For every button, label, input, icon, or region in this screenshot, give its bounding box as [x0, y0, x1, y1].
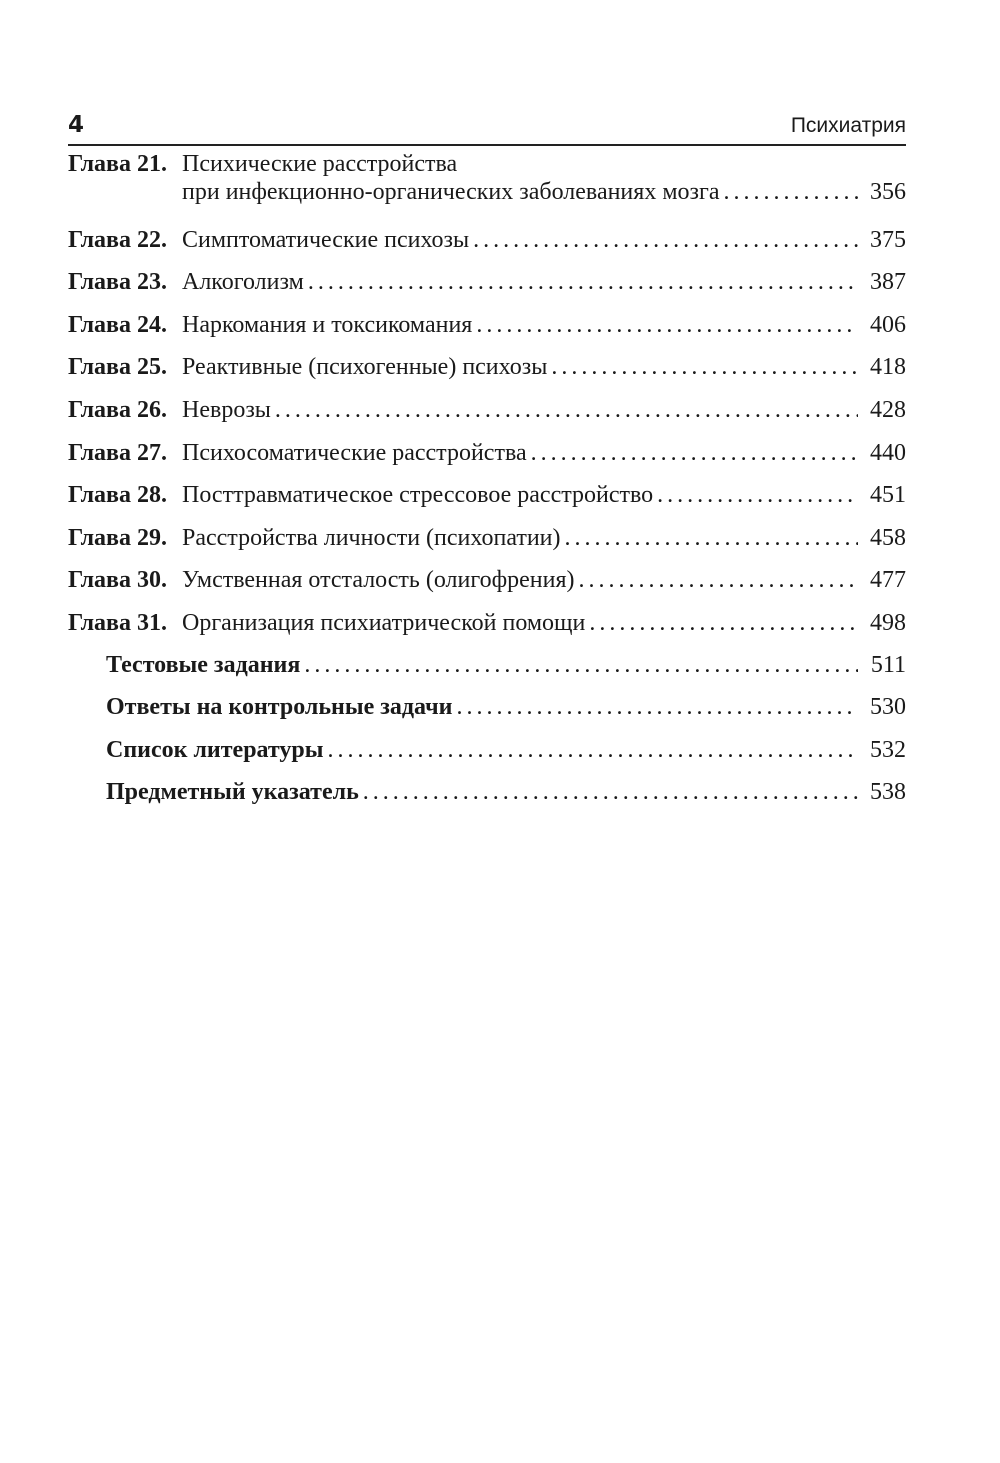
page-ref: 428 [870, 397, 906, 423]
dot-leader [723, 178, 858, 206]
page-ref: 538 [870, 779, 906, 805]
chapter-title: при инфекционно-органических заболеваниях мозга [182, 179, 720, 205]
page-header [68, 110, 906, 146]
toc-entry-chapter[interactable] [68, 481, 906, 509]
toc-entry-backmatter[interactable] [68, 778, 906, 806]
chapter-label: Глава 31. [68, 610, 167, 636]
page-ref: 451 [870, 482, 906, 508]
page-ref: 511 [870, 652, 906, 678]
toc-entry-chapter[interactable] [68, 439, 906, 467]
chapter-title: Алкоголизм [182, 269, 304, 295]
dot-leader [551, 353, 858, 381]
chapter-label: Глава 22. [68, 227, 167, 253]
chapter-label: Глава 26. [68, 397, 167, 423]
chapter-label: Глава 27. [68, 440, 167, 466]
page-ref: 440 [870, 440, 906, 466]
toc-entry-chapter[interactable] [68, 353, 906, 381]
chapter-title: Умственная отсталость (олигофрения) [182, 567, 575, 593]
chapter-title: Реактивные (психогенные) психозы [182, 354, 548, 380]
running-title: Психиатрия [790, 114, 906, 137]
chapter-title: Организация психиатрической помощи [182, 610, 586, 636]
chapter-title: Неврозы [182, 397, 271, 423]
page-number: 4 [68, 112, 85, 138]
chapter-label: Глава 30. [68, 567, 167, 593]
toc-entry-backmatter[interactable] [68, 651, 906, 679]
chapter-title: Симптоматические психозы [182, 227, 470, 253]
toc-entry-backmatter[interactable] [68, 736, 906, 764]
page-ref: 498 [870, 610, 906, 636]
dot-leader [531, 439, 858, 467]
toc-entry-backmatter[interactable] [68, 693, 906, 721]
page-ref: 458 [870, 525, 906, 551]
chapter-title: Расстройства личности (психопатии) [182, 525, 561, 551]
dot-leader [456, 693, 858, 721]
backmatter-title: Тестовые задания [106, 652, 301, 678]
chapter-title: Психосоматические расстройства [182, 440, 527, 466]
dot-leader [363, 778, 858, 806]
toc-entry-chapter[interactable] [68, 150, 906, 206]
chapter-label: Глава 25. [68, 354, 167, 380]
chapter-label: Глава 29. [68, 525, 167, 551]
backmatter-title: Список литературы [106, 737, 324, 763]
toc-entry-chapter[interactable] [68, 226, 906, 254]
page-ref: 477 [870, 567, 906, 593]
dot-leader [308, 268, 858, 296]
toc-entry-chapter[interactable] [68, 524, 906, 552]
dot-leader [589, 609, 858, 637]
page-ref: 418 [870, 354, 906, 380]
page-ref: 387 [870, 269, 906, 295]
dot-leader [328, 736, 859, 764]
toc-entry-chapter[interactable] [68, 609, 906, 637]
chapter-label: Глава 23. [68, 269, 167, 295]
toc-entry-chapter[interactable] [68, 396, 906, 424]
dot-leader [304, 651, 858, 679]
chapter-title: Посттравматическое стрессовое расстройство [182, 482, 654, 508]
dot-leader [565, 524, 858, 552]
chapter-label: Глава 24. [68, 312, 167, 338]
toc-entry-chapter[interactable] [68, 566, 906, 594]
dot-leader [473, 226, 858, 254]
chapter-label: Глава 21. [68, 151, 167, 177]
backmatter-title: Предметный указатель [106, 779, 359, 805]
page-ref: 406 [870, 312, 906, 338]
backmatter-title: Ответы на контрольные задачи [106, 694, 453, 720]
chapter-label: Глава 28. [68, 482, 167, 508]
dot-leader [657, 481, 858, 509]
page-ref: 532 [870, 737, 906, 763]
page-ref: 375 [870, 227, 906, 253]
dot-leader [275, 396, 858, 424]
dot-leader [579, 566, 858, 594]
chapter-title: Наркомания и токсикомания [182, 312, 473, 338]
toc-entry-chapter[interactable] [68, 311, 906, 339]
page-ref: 356 [870, 179, 906, 205]
toc-entry-chapter[interactable] [68, 268, 906, 296]
page-ref: 530 [870, 694, 906, 720]
dot-leader [476, 311, 858, 339]
chapter-title-line1: Психические расстройства [182, 151, 458, 177]
